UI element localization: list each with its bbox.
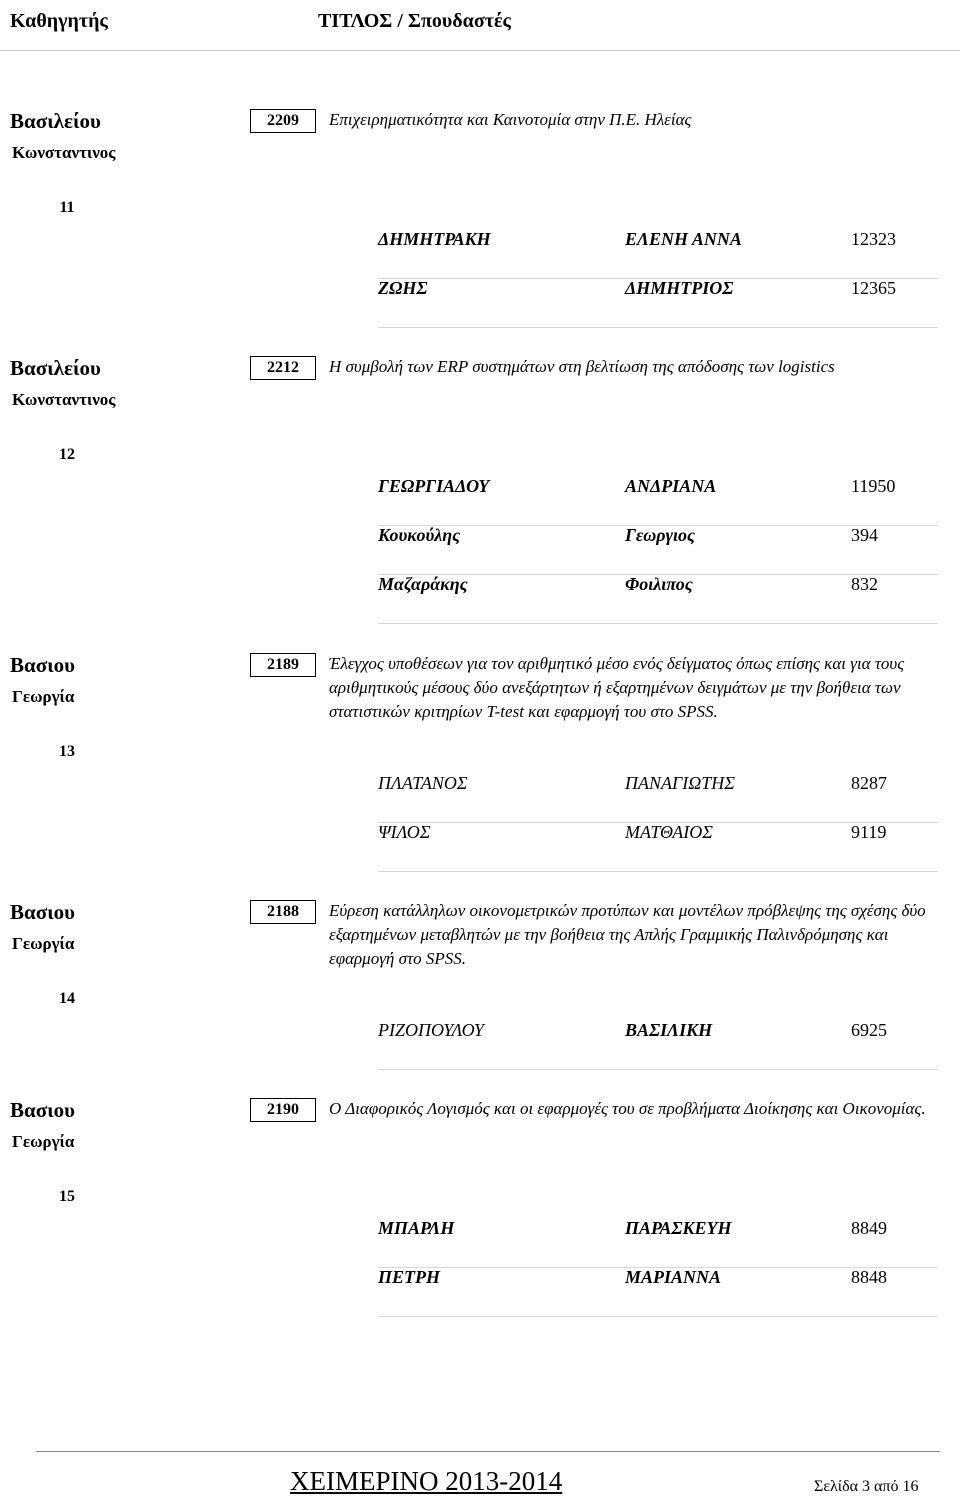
student-last-name: Κουκούλης [378,525,461,545]
thesis-code: 2188 [250,900,316,924]
student-id: 9119 [851,822,887,842]
student-row [378,1218,938,1268]
supervisor-last-name: Βασιου [10,1098,76,1122]
student-last-name: ΠΛΑΤΑΝΟΣ [378,773,468,793]
header-professor: Καθηγητής [10,10,108,32]
student-first-name: ΒΑΣΙΛΙΚΗ [625,1020,713,1040]
header-title-students: ΤΙΤΛΟΣ / Σπουδαστές [318,10,511,32]
thesis-title: Η συμβολή των ERP συστημάτων στη βελτίωση της απόδοσης των logistics [329,357,835,376]
thesis-title: Ο Διαφορικός Λογισμός και οι εφαρμογές του σε προβλήματα Διοίκησης και Οικονομίας. [329,1099,926,1118]
thesis-title: Εύρεση κατάλληλων οικονομετρικών προτύπων και μοντέλων πρόβλεψης της σχέσης δύο εξαρτημένων μεταβλητών με την βοήθεια της Απλής Γραμμικής Παλινδρόμησης και εφαρμογή στο SPSS. [329,901,926,968]
header-divider [0,50,960,51]
thesis-code: 2190 [250,1098,316,1122]
student-id: 11950 [851,476,896,496]
student-last-name: ΔΗΜΗΤΡΑΚΗ [378,229,491,249]
supervisor-first-name: Κωνσταντινος [12,390,116,409]
thesis-code: 2189 [250,653,316,677]
footer-term: ΧΕΙΜΕΡΙΝΟ 2013-2014 [290,1466,563,1496]
student-row [378,574,938,624]
student-first-name: ΕΛΕΝΗ ΑΝΝΑ [625,229,742,249]
student-row [378,773,938,823]
entry-number: 15 [59,1188,75,1205]
supervisor-last-name: Βασιου [10,653,76,677]
supervisor-last-name: Βασιου [10,900,76,924]
student-id: 12323 [851,229,896,249]
student-row [378,476,938,526]
student-first-name: ΜΑΡΙΑΝΝΑ [625,1267,722,1287]
student-first-name: Γεωργιος [625,525,696,545]
student-row [378,1267,938,1317]
student-last-name: Μαζαράκης [378,574,468,594]
footer-divider [36,1451,940,1452]
thesis-code: 2209 [250,109,316,133]
supervisor-first-name: Γεωργία [12,1132,75,1151]
footer-page-number: Σελίδα 3 από 16 [814,1478,919,1495]
supervisor-first-name: Κωνσταντινος [12,143,116,162]
student-last-name: ΖΩΗΣ [378,278,428,298]
student-last-name: ΜΠΑΡΛΗ [378,1218,455,1238]
student-first-name: ΑΝΔΡΙΑΝΑ [625,476,717,496]
student-id: 832 [851,574,878,594]
supervisor-last-name: Βασιλείου [10,356,101,380]
thesis-title: Επιχειρηματικότητα και Καινοτομία στην Π.Ε. Ηλείας [329,110,692,129]
entry-number: 11 [59,199,75,216]
supervisor-last-name: Βασιλείου [10,109,101,133]
student-id: 394 [851,525,878,545]
entry-number: 14 [59,990,75,1007]
student-first-name: ΔΗΜΗΤΡΙΟΣ [625,278,734,298]
student-row [378,1020,938,1070]
entry-number: 13 [59,743,75,760]
student-id: 8849 [851,1218,887,1238]
student-first-name: Φοιλιπος [625,574,693,594]
student-row [378,278,938,328]
student-first-name: ΠΑΡΑΣΚΕΥΗ [625,1218,732,1238]
student-first-name: ΠΑΝΑΓΙΩΤΗΣ [625,773,735,793]
supervisor-first-name: Γεωργία [12,934,75,953]
supervisor-first-name: Γεωργία [12,687,75,706]
student-last-name: ΠΕΤΡΗ [378,1267,440,1287]
student-row [378,525,938,575]
student-last-name: ΨΙΛΟΣ [378,822,431,842]
student-row [378,822,938,872]
student-last-name: ΓΕΩΡΓΙΑΔΟΥ [378,476,490,496]
student-id: 6925 [851,1020,887,1040]
student-id: 12365 [851,278,896,298]
student-first-name: ΜΑΤΘΑΙΟΣ [625,822,713,842]
thesis-code: 2212 [250,356,316,380]
entry-number: 12 [59,446,75,463]
student-id: 8287 [851,773,887,793]
thesis-title: Έλεγχος υποθέσεων για τον αριθμητικό μέσο ενός δείγματος όπως επίσης και για τους αριθμητικούς μέσους δύο ανεξάρτητων ή εξαρτημένων δειγμάτων με την βοήθεια των στατιστικών κριτηρίων T-test και εφαρμογή του στο SPSS. [329,654,905,721]
student-last-name: ΡΙΖΟΠΟΥΛΟΥ [378,1020,484,1040]
student-id: 8848 [851,1267,887,1287]
student-row [378,229,938,279]
